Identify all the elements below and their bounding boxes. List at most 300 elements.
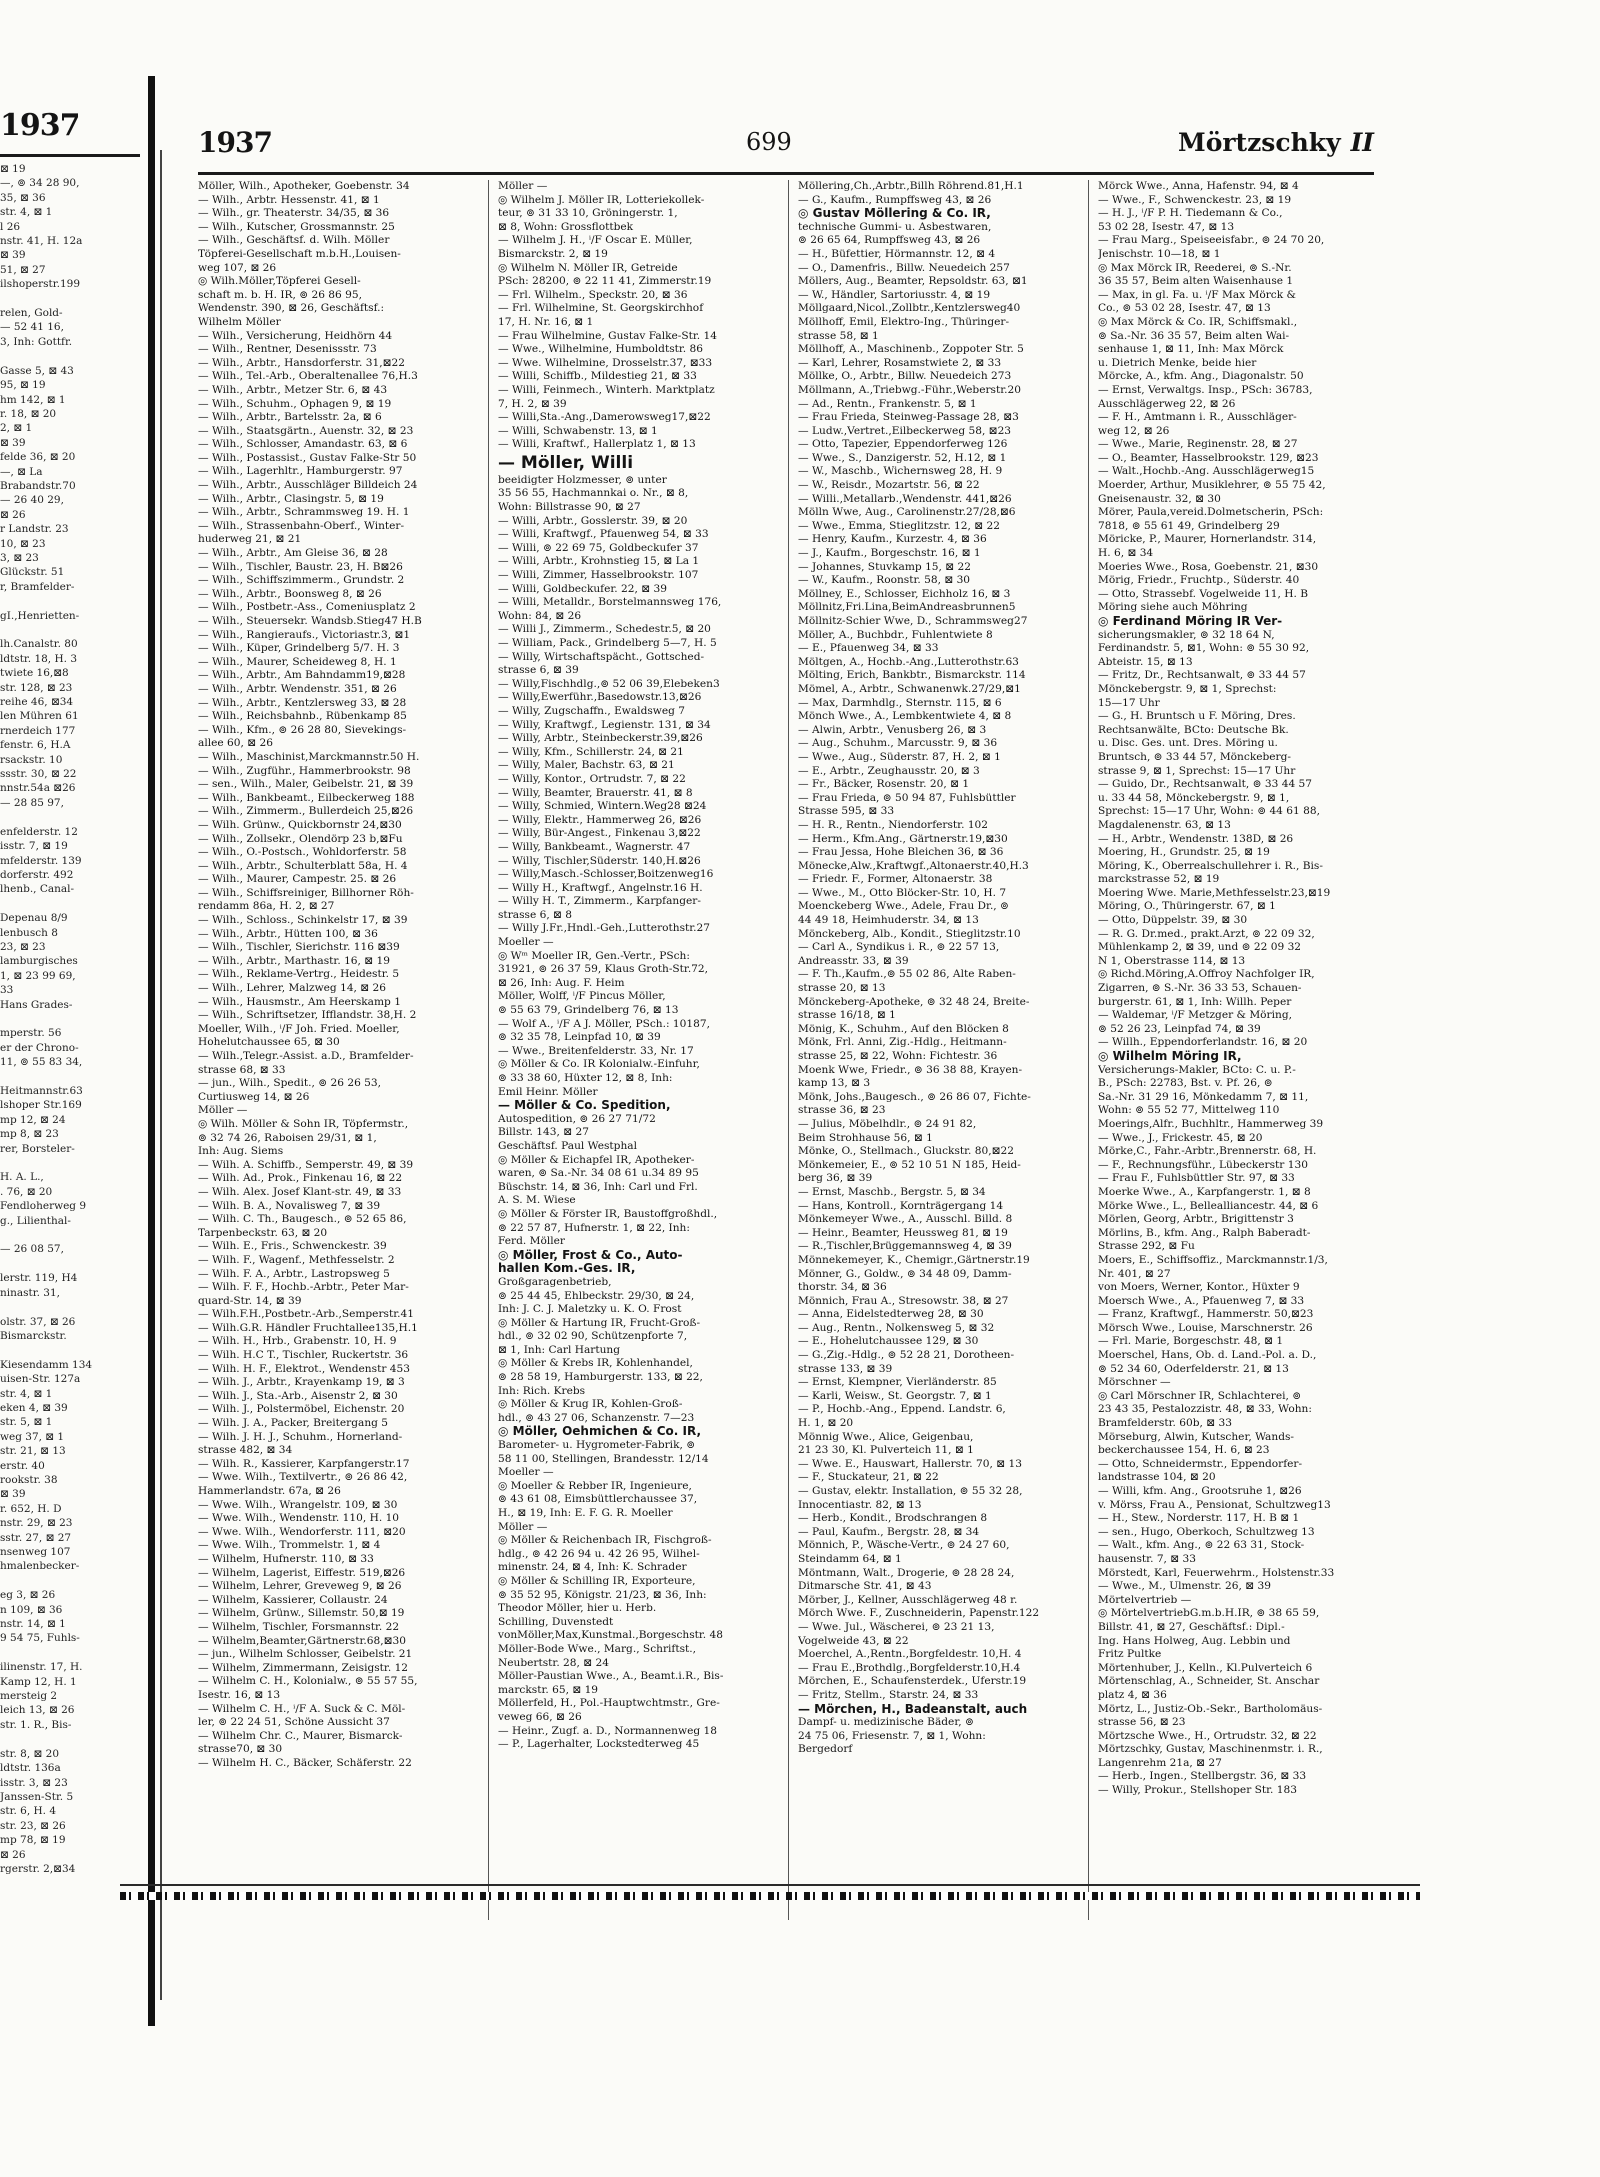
directory-entry-line: ◎ Wilh. Möller & Sohn IR, Töpfermstr., (198, 1117, 409, 1130)
directory-entry-line: Geschäftsf. Paul Westphal (498, 1139, 637, 1152)
directory-entry-line: Magdalenenstr. 63, ⊠ 13 (1098, 818, 1231, 831)
directory-entry-line: — Max, Darmhdlg., Sternstr. 115, ⊠ 6 (798, 696, 1002, 709)
directory-entry-line: hdl., ⊚ 32 02 90, Schützenpforte 7, (498, 1330, 688, 1343)
directory-entry-line: Zigarren, ⊚ S.-Nr. 36 33 53, Schauen- (1098, 982, 1302, 995)
directory-entry-line: Mönkemeyer Wwe., A., Ausschl. Billd. 8 (798, 1213, 1013, 1226)
directory-entry-line: N 1, Oberstrasse 114, ⊠ 13 (1098, 954, 1246, 967)
directory-entry-line: — Wilh. A. Schiffb., Semperstr. 49, ⊠ 39 (198, 1158, 414, 1171)
directory-entry-line: Co., ⊚ 53 02 28, Isestr. 47, ⊠ 13 (1098, 302, 1271, 315)
directory-entry-line: Inh: Aug. Siems (198, 1145, 284, 1158)
directory-entry-line: ◎ Moeller & Rebber IR, Ingenieure, (498, 1479, 692, 1492)
directory-entry-line: — Wilh., Schriftsetzer, Ifflandstr. 38,H. 2 (198, 1009, 417, 1022)
directory-entry-line: sicherungsmakler, ⊚ 32 18 64 N, (1098, 628, 1275, 641)
directory-entry-line: — Guido, Dr., Rechtsanwalt, ⊚ 33 44 57 (1098, 778, 1313, 791)
left-page-line: rsackstr. 10 (0, 753, 63, 766)
directory-entry-line: — Wilh., Arbtr. Wendenstr. 351, ⊠ 26 (198, 682, 397, 695)
left-page-line: lenbusch 8 (0, 926, 58, 939)
page-year: 1937 (198, 126, 272, 159)
directory-entry-line: — Willy, Kontor., Ortrudstr. 7, ⊠ 22 (498, 772, 686, 785)
directory-entry-line: — Wwe. Wilh., Trommelstr. 1, ⊠ 4 (198, 1539, 381, 1552)
directory-entry-line: minenstr. 24, ⊠ 4, Inh: K. Schrader (498, 1561, 687, 1574)
directory-entry-line: hausenstr. 7, ⊠ 33 (1098, 1552, 1197, 1565)
directory-entry-line: — Wilh., Lagerhltr., Hamburgerstr. 97 (198, 465, 403, 478)
directory-entry-line: — Hans, Kontroll., Kornträgergang 14 (798, 1199, 1004, 1212)
volume-number: II (1350, 128, 1374, 157)
directory-entry-line: — Frl. Marie, Borgeschstr. 48, ⊠ 1 (1098, 1335, 1284, 1348)
directory-entry-line: H. 1, ⊠ 20 (798, 1417, 854, 1430)
left-page-line: ⊠ 26 (0, 508, 26, 521)
directory-entry-line: Mönckeberg-Apotheke, ⊚ 32 48 24, Breite- (798, 995, 1030, 1008)
directory-entry-line: — Willi, Schiffb., Mildestieg 21, ⊠ 33 (498, 370, 697, 383)
directory-entry-line: — H., Arbtr., Wendenstr. 138D, ⊠ 26 (1098, 832, 1294, 845)
directory-entry-line: 24 75 06, Friesenstr. 7, ⊠ 1, Wohn: (798, 1729, 986, 1742)
directory-entry-line: Wohn: ⊚ 55 52 77, Mittelweg 110 (1098, 1104, 1280, 1117)
directory-entry-line: — Wilh. J., Arbtr., Krayenkamp 19, ⊠ 3 (198, 1376, 405, 1389)
directory-entry-line: — Wilh., Tischler, Sierichstr. 116 ⊠39 (198, 941, 400, 954)
left-page-line (0, 1300, 148, 1314)
directory-entry-line: Mönckeberg, Alb., Kondit., Stieglitzstr.10 (798, 927, 1021, 940)
directory-entry-line: — O., Damenfris., Billw. Neuedeich 257 (798, 261, 1010, 274)
directory-entry-line: — Wwe., Marie, Reginenstr. 28, ⊠ 27 (1098, 438, 1298, 451)
directory-entry-line: — Otto, Schneidermstr., Eppendorfer- (1098, 1457, 1303, 1470)
directory-entry-line: 44 49 18, Heimhuderstr. 34, ⊠ 13 (798, 914, 979, 927)
directory-entry-line: Wohn: Billstrasse 90, ⊠ 27 (498, 501, 641, 514)
directory-entry-line: — Wilh., Arbtr., Clasingstr. 5, ⊠ 19 (198, 492, 384, 505)
left-page-year: 1937 (0, 108, 80, 143)
directory-entry-line: — Herb., Kondit., Brodschrangen 8 (798, 1512, 988, 1525)
directory-entry-line: — Walt., kfm. Ang., ⊚ 22 63 31, Stock- (1098, 1539, 1305, 1552)
directory-entry-line: ⊚ 33 38 60, Hüxter 12, ⊠ 8, Inh: (498, 1072, 673, 1084)
left-page-line (0, 1257, 148, 1271)
directory-entry-line: Moerke Wwe., A., Karpfangerstr. 1, ⊠ 8 (1098, 1185, 1311, 1198)
directory-entry-line: ◎ Richd.Möring,A.Offroy Nachfolger IR, (1098, 968, 1315, 981)
directory-entry-line: burgerstr. 61, ⊠ 1, Inh: Willh. Peper (1098, 995, 1292, 1008)
directory-entry-line: Möller — (498, 1520, 548, 1533)
directory-entry-line: Mönk, Frl. Anni, Zig.-Hdlg., Heitmann- (798, 1036, 1007, 1049)
directory-entry-line: — Wilh. F. F., Hochb.-Arbtr., Peter Mar- (198, 1281, 409, 1294)
directory-entry-line: — Wwe., Wilhelmine, Humboldtstr. 86 (498, 343, 704, 356)
left-page-line: rnerdeich 177 (0, 724, 76, 737)
directory-entry-line: strasse 25, ⊠ 22, Wohn: Fichtestr. 36 (798, 1050, 998, 1062)
left-page-line: 2, ⊠ 1 (0, 422, 33, 435)
directory-entry-line: — Willy,Masch.-Schlosser,Boitzenweg16 (498, 868, 714, 881)
directory-entry-line: — Wilhelm, Kassierer, Collaustr. 24 (198, 1593, 388, 1606)
directory-entry-line: Wendenstr. 390, ⊠ 26, Geschäftsf.: (198, 302, 385, 315)
directory-entry-line: — Frau Frieda, ⊚ 50 94 87, Fuhlsbüttler (798, 791, 1016, 804)
directory-entry-line: Jenischstr. 10—18, ⊠ 1 (1098, 247, 1221, 260)
left-page-line: er der Chrono- (0, 1041, 79, 1054)
directory-entry-line: Mörsch Wwe., Louise, Marschnerstr. 26 (1098, 1321, 1313, 1334)
directory-entry-line: — Wilh. J., Sta.-Arb., Aisenstr 2, ⊠ 30 (198, 1389, 398, 1402)
directory-entry-line: — Wilh., Arbtr., Am Bahndamm19,⊠28 (198, 669, 406, 682)
directory-entry-line: — Wilh., gr. Theaterstr. 34/35, ⊠ 36 (198, 207, 390, 220)
directory-entry-line: Dampf- u. medizinische Bäder, ⊚ (798, 1716, 974, 1729)
left-page-line: — 26 40 29, (0, 494, 64, 507)
left-page-line: 1, ⊠ 23 99 69, (0, 969, 76, 982)
directory-entry-line: Nr. 401, ⊠ 27 (1098, 1267, 1171, 1280)
directory-entry-line: Mönk, Johs.,Baugesch., ⊚ 26 86 07, Fichte- (798, 1090, 1031, 1103)
directory-entry-line: Schilling, Duvenstedt (498, 1615, 614, 1628)
directory-entry-line: Möllke, O., Arbtr., Billw. Neuedeich 273 (798, 370, 1012, 383)
directory-entry-line: — Wilh., Arbtr., Bartelsstr. 2a, ⊠ 6 (198, 411, 382, 424)
directory-entry-line: Moerings,Alfr., Buchhltr., Hammerweg 39 (1098, 1117, 1324, 1130)
directory-entry-line: ⊠ 26, Inh: Aug. F. Heim (498, 976, 625, 989)
directory-entry-line: — jun., Wilh., Spedit., ⊚ 26 26 53, (198, 1077, 382, 1090)
directory-entry-line: — Gustav, elektr. Installation, ⊚ 55 32 28, (798, 1485, 1023, 1497)
directory-entry-line: ◎ Möller & Förster IR, Baustoffgroßhdl., (498, 1207, 718, 1220)
left-page-line: leich 13, ⊠ 26 (0, 1704, 75, 1717)
directory-entry-line: — Willi, Arbtr., Krohnstieg 15, ⊠ La 1 (498, 555, 700, 568)
directory-entry-line: — Wwe., S., Danzigerstr. 52, H.12, ⊠ 1 (798, 451, 1007, 464)
directory-entry-line: Möllerfeld, H., Pol.-Hauptwchtmstr., Gre- (498, 1697, 720, 1710)
directory-entry-line: Mönkemeier, E., ⊚ 52 10 51 N 185, Heid- (798, 1158, 1021, 1171)
directory-entry-line: ◎ Wᵐ Moeller IR, Gen.-Vertr., PSch: (498, 949, 690, 962)
left-page-line: Glückstr. 51 (0, 566, 65, 579)
directory-entry-line: — Willy, Schmied, Wintern.Weg28 ⊠24 (498, 800, 707, 813)
directory-entry-line: Mönnig Wwe., Alice, Geigenbau, (798, 1430, 974, 1443)
directory-entry-line: — Frau Marg., Speiseeisfabr., ⊚ 24 70 20, (1098, 234, 1325, 247)
directory-entry-line: — Frl. Wilhelm., Speckstr. 20, ⊠ 36 (498, 288, 688, 301)
directory-entry-line: ◎ Möller & Co. IR Kolonialw.-Einfuhr, (498, 1058, 700, 1071)
directory-entry-line: — Wilh., Geschäftsf. d. Wilh. Möller (198, 234, 390, 247)
directory-entry-line: Strasse 292, ⊠ Fu (1098, 1240, 1195, 1253)
directory-entry-line: Möntmann, Walt., Drogerie, ⊚ 28 28 24, (798, 1566, 1015, 1579)
directory-entry-line: A. S. M. Wiese (498, 1194, 576, 1207)
left-page-line: relen, Gold- (0, 307, 63, 320)
directory-entry-line: H. 6, ⊠ 34 (1098, 547, 1154, 560)
directory-entry-line: strasse 68, ⊠ 33 (198, 1063, 286, 1076)
directory-entry-line: — Wilh., Bankbeamt., Eilbeckerweg 188 (198, 791, 415, 804)
directory-entry-line: — Wilhelm, Grünw., Sillemstr. 50,⊠ 19 (198, 1607, 405, 1620)
directory-entry-line: Möllnitz,Fri.Lina,BeimAndreasbrunnen5 (798, 601, 1016, 614)
directory-entry-line: — Willy, Beamter, Brauerstr. 41, ⊠ 8 (498, 786, 693, 799)
directory-entry-line: Mönig, K., Schuhm., Auf den Blöcken 8 (798, 1022, 1009, 1035)
directory-entry-line: strasse70, ⊠ 30 (198, 1743, 283, 1756)
header-rule (198, 172, 1374, 175)
directory-entry-line: — Wilhelm H. C., Bäcker, Schäferstr. 22 (198, 1756, 412, 1769)
left-page-line (0, 1646, 148, 1660)
directory-entry-line: — Herm., Kfm.Ang., Gärtnerstr.19,⊠30 (798, 832, 1008, 845)
left-page-line: 51, ⊠ 27 (0, 263, 46, 276)
directory-entry-line: Hohelutchaussee 65, ⊠ 30 (198, 1036, 340, 1049)
directory-entry-line: Mönch Wwe., A., Lembkentwiete 4, ⊠ 8 (798, 710, 1012, 723)
left-page-line: reihe 46, ⊠34 (0, 696, 74, 709)
left-page-line: — 26 08 57, (0, 1243, 64, 1256)
directory-entry-line: — Wwe. Wilhelmine, Drosselstr.37, ⊠33 (498, 356, 713, 369)
left-page-line: lamburgisches (0, 955, 78, 968)
directory-entry-line: — Wwe. Wilh., Wendenstr. 110, H. 10 (198, 1512, 400, 1525)
directory-entry-line: Mörtenschlag, A., Schneider, St. Anschar (1098, 1675, 1320, 1688)
directory-entry-line: Inh: Rich. Krebs (498, 1384, 586, 1397)
directory-entry-line: — Wilh., Versicherung, Heidhörn 44 (198, 329, 393, 342)
directory-entry-line: — Wilh., Kutscher, Grossmannstr. 25 (198, 220, 395, 233)
directory-entry-line: Mömel, A., Arbtr., Schwanenwk.27/29,⊠1 (798, 682, 1021, 695)
directory-entry-line: — Ernst, Klempner, Vierländerstr. 85 (798, 1376, 997, 1389)
directory-entry-line: — O., Beamter, Hasselbrookstr. 129, ⊠23 (1098, 451, 1319, 464)
directory-entry-line: Töpferei-Gesellschaft m.b.H.,Louisen- (198, 247, 401, 260)
directory-entry-line: — Wilh., Arbtr., Metzer Str. 6, ⊠ 43 (198, 383, 388, 396)
directory-entry-line: — Wilh., Arbtr., Marthastr. 16, ⊠ 19 (198, 954, 391, 967)
directory-entry-line: 35 56 55, Hachmannkai o. Nr., ⊠ 8, (498, 487, 689, 500)
directory-entry-line: — Wilh. E., Fris., Schwenckestr. 39 (198, 1240, 387, 1253)
directory-entry-line: Möllmann, A.,Triebwg.-Führ.,Weberstr.20 (798, 383, 1021, 396)
directory-entry-line: Moeller — (498, 936, 554, 949)
directory-entry-line: marckstr. 65, ⊠ 19 (498, 1683, 599, 1696)
directory-entry-line: ler, ⊚ 22 24 51, Schöne Aussicht 37 (198, 1716, 390, 1729)
directory-entry-line: Moering Wwe. Marie,Methfesselstr.23,⊠19 (1098, 886, 1331, 899)
directory-entry-line: ⊚ 25 44 45, Ehlbeckstr. 29/30, ⊠ 24, (498, 1289, 695, 1302)
directory-entry-line: — William, Pack., Grindelberg 5—7, H. 5 (498, 637, 717, 649)
directory-entry-line: platz 4, ⊠ 36 (1098, 1688, 1167, 1701)
directory-entry-line: Möring siehe auch Möhring (1098, 601, 1248, 614)
directory-entry-line: — Julius, Möbelhdlr., ⊚ 24 91 82, (798, 1117, 977, 1130)
directory-entry-line: — Wilh., Arbtr. Hessenstr. 41, ⊠ 1 (198, 193, 380, 206)
directory-entry-line: 53 02 28, Isestr. 47, ⊠ 13 (1098, 220, 1235, 233)
left-page-line (0, 349, 148, 363)
directory-entry-line: weg 107, ⊠ 26 (198, 261, 277, 274)
left-page-line: Gasse 5, ⊠ 43 (0, 364, 74, 377)
directory-entry-line: Wilhelm Möller (198, 315, 281, 328)
directory-entry-line: Möring, K., Oberrealschullehrer i. R., Bis- (1098, 859, 1323, 872)
directory-entry-line: PSch: 28200, ⊚ 22 11 41, Zimmerstr.19 (498, 275, 712, 288)
directory-entry-line: ◎ Möller, Oehmichen & Co. IR, (498, 1425, 702, 1439)
directory-entry-line: — W., Reisdr., Mozartstr. 56, ⊠ 22 (798, 479, 980, 492)
directory-entry-line: — Wolf A., ⁱ/F A J. Möller, PSch.: 10187, (498, 1017, 710, 1030)
directory-columns (198, 180, 1374, 1940)
directory-entry-line: Möller-Paustian Wwe., A., Beamt.i.R., Bis- (498, 1670, 724, 1683)
left-page-line: dorferstr. 492 (0, 868, 74, 881)
directory-entry-line: — W., Händler, Sartoriusstr. 4, ⊠ 19 (798, 288, 991, 301)
directory-entry-line: — Willi, Schwabenstr. 13, ⊠ 1 (498, 424, 658, 437)
left-page-line: r. 652, H. D (0, 1502, 62, 1515)
directory-entry-line: ⊚ 28 58 19, Hamburgerstr. 133, ⊠ 22, (498, 1371, 703, 1384)
directory-entry-line: — Willi, Kraftwgf., Pfauenweg 54, ⊠ 33 (498, 528, 709, 541)
left-page-line: str. 4, ⊠ 1 (0, 1387, 53, 1400)
directory-entry-line: Mönke, O., Stellmach., Gluckstr. 80,⊠22 (798, 1145, 1014, 1158)
directory-entry-line: ◎ Max Mörck IR, Reederei, ⊚ S.-Nr. (1098, 261, 1292, 274)
directory-entry-line: — Willy, Kfm., Schillerstr. 24, ⊠ 21 (498, 745, 684, 758)
directory-entry-line: strasse 20, ⊠ 13 (798, 982, 886, 995)
left-page-line (0, 1732, 148, 1746)
directory-entry-line: — jun., Wilhelm Schlosser, Geibelstr. 21 (198, 1648, 413, 1661)
directory-entry-line: Wohn: 84, ⊠ 26 (498, 609, 582, 622)
directory-entry-line: — Franz, Kraftwgf., Hammerstr. 50,⊠23 (1098, 1308, 1314, 1321)
left-page-line: ninastr. 31, (0, 1286, 60, 1299)
directory-entry-line: — Wilhelm,Beamter,Gärtnerstr.68,⊠30 (198, 1634, 406, 1647)
directory-entry-line: strasse 56, ⊠ 23 (1098, 1716, 1186, 1729)
directory-entry-line: Moeller — (498, 1466, 554, 1479)
directory-entry-line: Bergedorf (798, 1743, 853, 1756)
directory-entry-line: Ing. Hans Holweg, Aug. Lebbin und (1098, 1634, 1291, 1647)
directory-entry-line: — P., Hochb.-Ang., Eppend. Landstr. 6, (798, 1403, 1006, 1416)
left-page-line: Heitmannstr.63 (0, 1085, 83, 1097)
directory-entry-line: Möllhoff, A., Maschinenb., Zoppoter Str. 5 (798, 343, 1024, 356)
left-page-line: 11, ⊚ 55 83 34, (0, 1056, 83, 1069)
left-page-line: —, ⊠ La (0, 465, 43, 478)
directory-entry-line: ◎ Möller & Eichapfel IR, Apotheker- (498, 1153, 695, 1166)
directory-entry-line: von Moers, Werner, Kontor., Hüxter 9 (1098, 1281, 1300, 1294)
page-number: 699 (746, 128, 792, 156)
left-page-line: fenstr. 6, H.A (0, 739, 71, 752)
directory-entry-line: — Wilh., O.-Postsch., Wohldorferstr. 58 (198, 846, 407, 859)
directory-entry-line: Mörtenhuber, J., Kelln., Kl.Pulverteich 6 (1098, 1661, 1313, 1674)
directory-entry-line: teur, ⊚ 31 33 10, Gröningerstr. 1, (498, 207, 678, 220)
directory-entry-line: — Willy H., Kraftwgf., Angelnstr.16 H. (498, 881, 703, 894)
left-page-line: ldtstr. 136a (0, 1762, 61, 1775)
directory-entry-line: 31921, ⊚ 26 37 59, Klaus Groth-Str.72, (498, 963, 709, 976)
directory-entry-line: — Friedr. F., Former, Altonaerstr. 38 (798, 873, 993, 886)
directory-entry-line: Billstr. 143, ⊠ 27 (498, 1126, 589, 1139)
left-page-line: str. 23, ⊠ 26 (0, 1819, 66, 1832)
directory-entry-line: 58 11 00, Stellingen, Brandesstr. 12/14 (498, 1452, 709, 1465)
directory-entry-line: Sprechst: 15—17 Uhr, Wohn: ⊚ 44 61 88, (1098, 805, 1320, 818)
directory-entry-line: veweg 66, ⊠ 26 (498, 1710, 582, 1723)
directory-entry-line: ◎ Carl Mörschner IR, Schlachterei, ⊚ (1098, 1389, 1302, 1402)
directory-entry-line: Mörtzschky, Gustav, Maschinenmstr. i. R., (1098, 1743, 1323, 1756)
directory-entry-line: — Wilh.G.R. Händler Fruchtallee135,H.1 (198, 1321, 418, 1334)
left-page-line: str. 5, ⊠ 1 (0, 1416, 53, 1429)
directory-entry-line: — Wilh., Maschinist,Marckmannstr.50 H. (198, 750, 420, 763)
left-page-line: rookstr. 38 (0, 1473, 58, 1486)
directory-entry-line: — Willi, ⊚ 22 69 75, Goldbeckufer 37 (498, 541, 699, 554)
left-page-line: lerstr. 119, H4 (0, 1272, 78, 1285)
directory-entry-line: strasse 9, ⊠ 1, Sprechst: 15—17 Uhr (1098, 764, 1296, 777)
directory-column-1 (198, 180, 476, 1940)
directory-entry-line: Ferd. Möller (498, 1235, 565, 1248)
left-page-line: r, Bramfelder- (0, 580, 75, 593)
directory-entry-line: — Karli, Weisw., St. Georgstr. 7, ⊠ 1 (798, 1389, 992, 1402)
left-page-line: ssstr. 30, ⊠ 22 (0, 768, 77, 781)
directory-entry-line: Mönnich, Frau A., Stresowstr. 38, ⊠ 27 (798, 1294, 1009, 1307)
directory-entry-line: ⊚ 52 26 23, Leinpfad 74, ⊠ 39 (1098, 1022, 1261, 1035)
directory-entry-line: — Wilhelm C. H., Kolonialw., ⊚ 55 57 55, (198, 1675, 418, 1688)
directory-entry-line: huderweg 21, ⊠ 21 (198, 533, 302, 546)
directory-entry-line: — Willy, Maler, Bachstr. 63, ⊠ 21 (498, 759, 675, 772)
directory-entry-line: Versicherungs-Makler, BCto: C. u. P.- (1098, 1063, 1296, 1076)
directory-entry-line: Moeller, Wilh., ⁱ/F Joh. Fried. Moeller, (198, 1022, 400, 1035)
left-page-line: 35, ⊠ 36 (0, 191, 46, 204)
left-page-line: eg 3, ⊠ 26 (0, 1589, 56, 1602)
directory-entry-line: — Wilh. J., Polstermöbel, Eichenstr. 20 (198, 1403, 405, 1416)
left-page-line: Brabandstr.70 (0, 479, 76, 492)
left-page-line: mp 8, ⊠ 23 (0, 1128, 59, 1141)
directory-entry-line: — Aug., Schuhm., Marcusstr. 9, ⊠ 36 (798, 737, 998, 750)
left-page-line: 23, ⊠ 23 (0, 940, 46, 953)
directory-entry-line: — Wilh., Kfm., ⊚ 26 28 80, Sievekings- (198, 723, 407, 736)
directory-entry-line: Emil Heinr. Möller (498, 1085, 598, 1098)
directory-entry-line: — Wilhelm J. H., ⁱ/F Oscar E. Müller, (498, 234, 693, 247)
directory-entry-line: Möllnitz-Schier Wwe, D., Schrammsweg27 (798, 615, 1028, 627)
directory-entry-line: strasse 482, ⊠ 34 (198, 1444, 293, 1457)
directory-entry-line: Moerder, Arthur, Musiklehrer, ⊚ 55 75 42, (1098, 479, 1326, 492)
directory-entry-line: — Wwe., M., Ulmenstr. 26, ⊠ 39 (1098, 1580, 1271, 1593)
directory-entry-line: Ferdinandstr. 5, ⊠1, Wohn: ⊚ 55 30 92, (1098, 642, 1310, 655)
directory-entry-line: — Willy, Bankbeamt., Wagnerstr. 47 (498, 840, 691, 853)
directory-entry-line: Möllney, E., Schlosser, Eichholz 16, ⊠ 3 (798, 587, 1011, 600)
directory-entry-line: — Wilhelm, Tischler, Forsmannstr. 22 (198, 1620, 400, 1633)
directory-entry-line: — Wilh., Zimmerm., Bullerdeich 25,⊠26 (198, 805, 414, 818)
directory-entry-line: — Wilh., Küper, Grindelberg 5/7. H. 3 (198, 642, 400, 655)
directory-entry-line: — Ludw.,Vertret.,Eilbeckerweg 58, ⊠23 (798, 424, 1012, 437)
directory-entry-line: — Wwe., Aug., Süderstr. 87, H. 2, ⊠ 1 (798, 750, 1001, 763)
directory-entry-line: Möller, A., Buchbdr., Fuhlentwiete 8 (798, 628, 993, 641)
directory-entry-line: — Wwe., F., Schwenckestr. 23, ⊠ 19 (1098, 193, 1292, 206)
directory-entry-line: Rechtsanwälte, BCto: Deutsche Bk. (1098, 723, 1289, 736)
directory-entry-line: strasse 36, ⊠ 23 (798, 1104, 886, 1117)
directory-entry-line: — Walt.,Hochb.-Ang. Ausschlägerweg15 (1098, 465, 1315, 478)
directory-entry-line: — F. Th.,Kaufm.,⊚ 55 02 86, Alte Raben- (798, 968, 1016, 981)
directory-entry-line: — Willi, Feinmech., Winterh. Marktplatz (498, 383, 715, 396)
directory-entry-line: — Willi, Metalldr., Borstelmannsweg 176, (498, 596, 722, 609)
directory-entry-line: — Wilh.F.H.,Postbetr.-Arb.,Semperstr.41 (198, 1308, 414, 1321)
directory-entry-line: Hammerlandstr. 67a, ⊠ 26 (198, 1485, 341, 1497)
directory-entry-line: — Frau Wilhelmine, Gustav Falke-Str. 14 (498, 329, 717, 342)
directory-entry-line: ◎ Möller, Frost & Co., Auto- (498, 1248, 683, 1262)
directory-entry-line: — Möller, Willi (498, 452, 634, 473)
left-page-line: mperstr. 56 (0, 1027, 62, 1040)
directory-entry-line: — Aug., Rentn., Nolkensweg 5, ⊠ 32 (798, 1321, 995, 1334)
directory-entry-line: ◎ Wilh.Möller,Töpferei Gesell- (198, 275, 361, 288)
directory-entry-line: H., ⊠ 19, Inh: E. F. G. R. Moeller (498, 1507, 673, 1519)
left-page-line (0, 623, 148, 637)
left-page-line: Kiesendamm 134 (0, 1358, 93, 1371)
directory-entry-line: — Wwe. Wilh., Textilvertr., ⊚ 26 86 42, (198, 1471, 408, 1484)
directory-entry-line: Mönnekemeyer, K., Chemigr.,Gärtnerstr.19 (798, 1253, 1030, 1266)
directory-entry-line: landstrasse 104, ⊠ 20 (1098, 1471, 1216, 1484)
directory-entry-line: — Anna, Eidelstedterweg 28, ⊠ 30 (798, 1308, 984, 1321)
directory-entry-line: Möltgen, A., Hochb.-Ang.,Lutterothstr.63 (798, 655, 1019, 668)
left-page-line: lh.Canalstr. 80 (0, 638, 78, 651)
directory-entry-line: ⊚ 43 61 08, Eimsbüttlerchaussee 37, (498, 1493, 698, 1506)
left-page-line (0, 810, 148, 824)
directory-entry-line: — Wilh., Strassenbahn-Oberf., Winter- (198, 519, 405, 532)
directory-entry-line: — Wilh. C. Th., Baugesch., ⊚ 52 65 86, (198, 1213, 407, 1226)
directory-entry-line: — Wilh., Arbtr., Boonsweg 8, ⊠ 26 (198, 587, 382, 600)
running-head-name: Mörtzschky (1178, 128, 1341, 157)
left-page-line: Hans Grades- (0, 998, 73, 1011)
directory-entry-line: — Wwe. Jul., Wäscherei, ⊚ 23 21 13, (798, 1620, 995, 1633)
directory-entry-line: — Willh., Eppendorferlandstr. 16, ⊠ 20 (1098, 1036, 1308, 1049)
left-page-line: uisen-Str. 127a (0, 1373, 81, 1386)
directory-entry-line: u. Dietrich Menke, beide hier (1098, 356, 1257, 369)
left-page-line: 33 (0, 984, 14, 997)
directory-entry-line: Mörck Wwe., Anna, Hafenstr. 94, ⊠ 4 (1098, 180, 1299, 192)
directory-entry-line: — Wilhelm, Zimmermann, Zeisigstr. 12 (198, 1661, 409, 1674)
left-page-line: nstr. 41, H. 12a (0, 235, 83, 248)
directory-entry-line: Mörig, Friedr., Fruchtp., Süderstr. 40 (1098, 574, 1300, 587)
directory-entry-line: ◎ Möller & Krebs IR, Kohlenhandel, (498, 1357, 693, 1370)
directory-entry-line: — Waldemar, ⁱ/F Metzger & Möring, (1098, 1009, 1292, 1022)
directory-entry-line: — Wilhelm, Lehrer, Greveweg 9, ⊠ 26 (198, 1580, 402, 1593)
directory-entry-line: — E., Pfauenweg 34, ⊠ 33 (798, 642, 939, 655)
page-bottom-rule (120, 1884, 1420, 1886)
directory-entry-line: — Wilh., Arbtr., Hütten 100, ⊠ 36 (198, 927, 378, 940)
directory-entry-line: — Otto, Tapezier, Eppendorferweg 126 (798, 438, 1008, 451)
directory-entry-line: Mölting, Erich, Bankbtr., Bismarckstr. 114 (798, 669, 1026, 682)
directory-entry-line: — Heinr., Zugf. a. D., Normannenweg 18 (498, 1724, 717, 1737)
directory-entry-line: — P., Lagerhalter, Lockstedterweg 45 (498, 1738, 700, 1751)
directory-entry-line: ◎ Möller & Schilling IR, Exporteure, (498, 1574, 696, 1587)
left-page-line: rer, Borsteler- (0, 1142, 75, 1155)
directory-entry-line: — R.,Tischler,Brüggemannsweg 4, ⊠ 39 (798, 1240, 1012, 1253)
directory-entry-line: — Fritz, Dr., Rechtsanwalt, ⊚ 33 44 57 (1098, 669, 1306, 682)
directory-entry-line: Bramfelderstr. 60b, ⊠ 33 (1098, 1417, 1232, 1430)
directory-entry-line: — Wilh., Reklame-Vertrg., Heidestr. 5 (198, 968, 400, 981)
directory-entry-line: — Wilh., Arbtr., Schulterblatt 58a, H. 4 (198, 859, 408, 872)
directory-entry-line: quard-Str. 14, ⊠ 39 (198, 1294, 302, 1307)
directory-entry-line: — Wilh. J. H. J., Schuhm., Hornerland- (198, 1430, 403, 1443)
directory-entry-line: ⊠ 1, Inh: Carl Hartung (498, 1343, 621, 1356)
